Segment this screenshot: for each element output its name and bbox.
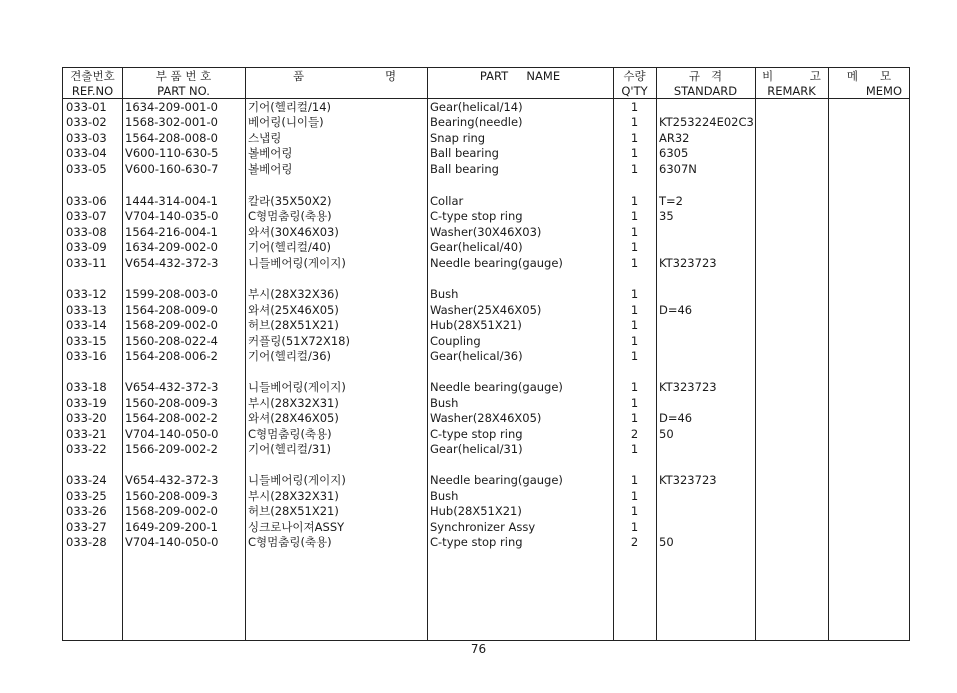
qty-cell: 1	[630, 303, 639, 317]
part-name-cell: Synchronizer Assy	[430, 520, 536, 534]
qty-cell: 1	[630, 411, 639, 425]
part-no-cell: V654-432-372-3	[125, 256, 219, 270]
ref-no-cell: 033-03	[66, 131, 107, 145]
table-row	[63, 318, 909, 333]
qty-cell: 1	[630, 473, 639, 487]
qty-cell: 1	[630, 240, 639, 254]
korean-name-cell: C형멈춤링(축용)	[248, 427, 332, 441]
part-name-cell: Gear(helical/40)	[430, 240, 523, 254]
part-no-cell: V600-110-630-5	[125, 146, 219, 160]
header-name-ko-2: 명	[385, 69, 397, 83]
part-name-cell: Washer(30X46X03)	[430, 225, 542, 239]
ref-no-cell: 033-07	[66, 209, 107, 223]
korean-name-cell: 기어(헬리컬/14)	[248, 100, 332, 114]
table-row	[63, 162, 909, 177]
qty-cell: 2	[630, 427, 639, 441]
qty-cell: 1	[630, 442, 639, 456]
part-name-cell: Washer(25X46X05)	[430, 303, 542, 317]
ref-no-cell: 033-14	[66, 318, 107, 332]
ref-no-cell: 033-28	[66, 535, 107, 549]
part-name-cell: Needle bearing(gauge)	[430, 473, 563, 487]
table-row	[63, 287, 909, 302]
korean-name-cell: C형멈춤링(축용)	[248, 209, 332, 223]
table-row	[63, 380, 909, 395]
korean-name-cell: 허브(28X51X21)	[248, 504, 339, 518]
part-name-cell: Ball bearing	[430, 162, 499, 176]
table-row	[63, 240, 909, 255]
part-no-cell: 1566-209-002-2	[125, 442, 218, 456]
part-name-cell: Bearing(needle)	[430, 115, 523, 129]
standard-cell: KT323723	[659, 380, 717, 394]
table-row	[63, 194, 909, 209]
korean-name-cell: 허브(28X51X21)	[248, 318, 339, 332]
part-name-cell: Collar	[430, 194, 464, 208]
korean-name-cell: 부시(28X32X36)	[248, 287, 339, 301]
korean-name-cell: 기어(헬리컬/36)	[248, 349, 332, 363]
part-no-cell: 1560-208-009-3	[125, 489, 218, 503]
korean-name-cell: 볼베어링	[248, 146, 293, 160]
table-row	[63, 303, 909, 318]
standard-cell: 6305	[659, 146, 689, 160]
part-name-cell: C-type stop ring	[430, 535, 523, 549]
standard-cell: D=46	[659, 303, 693, 317]
qty-cell: 1	[630, 520, 639, 534]
standard-cell: T=2	[659, 194, 683, 208]
part-no-cell: 1564-216-004-1	[125, 225, 218, 239]
part-name-cell: Hub(28X51X21)	[430, 318, 522, 332]
table-row	[63, 520, 909, 535]
part-name-cell: Gear(helical/36)	[430, 349, 523, 363]
korean-name-cell: 와셔(28X46X05)	[248, 411, 339, 425]
ref-no-cell: 033-08	[66, 225, 107, 239]
part-name-cell: Gear(helical/14)	[430, 100, 523, 114]
qty-cell: 1	[630, 380, 639, 394]
qty-cell: 1	[630, 256, 639, 270]
qty-cell: 1	[630, 504, 639, 518]
korean-name-cell: 싱크로나이져ASSY	[248, 520, 345, 534]
qty-cell: 2	[630, 535, 639, 549]
ref-no-cell: 033-09	[66, 240, 107, 254]
korean-name-cell: 베어링(니이들)	[248, 115, 324, 129]
part-no-cell: V704-140-035-0	[125, 209, 219, 223]
korean-name-cell: 부시(28X32X31)	[248, 396, 339, 410]
page-number: 76	[470, 642, 487, 656]
part-name-cell: Needle bearing(gauge)	[430, 380, 563, 394]
part-name-cell: Bush	[430, 287, 459, 301]
ref-no-cell: 033-15	[66, 334, 107, 348]
standard-cell: KT253224E02C3	[659, 115, 754, 129]
ref-no-cell: 033-26	[66, 504, 107, 518]
korean-name-cell: 니들베어링(게이지)	[248, 473, 346, 487]
part-no-cell: 1634-209-001-0	[125, 100, 218, 114]
part-no-cell: 1599-208-003-0	[125, 287, 218, 301]
header-memo-en: MEMO	[865, 84, 902, 98]
standard-cell: 35	[659, 209, 674, 223]
qty-cell: 1	[630, 287, 639, 301]
part-no-cell: 1649-209-200-1	[125, 520, 218, 534]
ref-no-cell: 033-24	[66, 473, 107, 487]
part-no-cell: 1568-209-002-0	[125, 504, 218, 518]
qty-cell: 1	[630, 115, 639, 129]
ref-no-cell: 033-25	[66, 489, 107, 503]
table-row	[63, 396, 909, 411]
header-std-en: STANDARD	[673, 84, 738, 98]
part-name-cell: Bush	[430, 396, 459, 410]
korean-name-cell: 스냅링	[248, 131, 282, 145]
table-row	[63, 535, 909, 550]
korean-name-cell: C형멈춤링(축용)	[248, 535, 332, 549]
ref-no-cell: 033-11	[66, 256, 107, 270]
parts-table	[62, 67, 910, 641]
part-no-cell: V704-140-050-0	[125, 535, 219, 549]
table-row	[63, 115, 909, 130]
header-ref-ko: 견출번호	[70, 69, 115, 83]
header-remark-en: REMARK	[767, 84, 816, 98]
table-row	[63, 411, 909, 426]
ref-no-cell: 033-18	[66, 380, 107, 394]
part-no-cell: V704-140-050-0	[125, 427, 219, 441]
ref-no-cell: 033-05	[66, 162, 107, 176]
part-no-cell: V654-432-372-3	[125, 473, 219, 487]
part-name-cell: Coupling	[430, 334, 481, 348]
part-name-cell: C-type stop ring	[430, 209, 523, 223]
ref-no-cell: 033-02	[66, 115, 107, 129]
table-row	[63, 100, 909, 115]
qty-cell: 1	[630, 318, 639, 332]
header-qty-ko: 수량	[623, 69, 646, 83]
korean-name-cell: 기어(헬리컬/31)	[248, 442, 332, 456]
part-no-cell: 1564-208-006-2	[125, 349, 218, 363]
korean-name-cell: 와셔(25X46X05)	[248, 303, 339, 317]
qty-cell: 1	[630, 146, 639, 160]
table-row	[63, 489, 909, 504]
standard-cell: 6307N	[659, 162, 697, 176]
part-no-cell: 1634-209-002-0	[125, 240, 218, 254]
part-name-cell: Hub(28X51X21)	[430, 504, 522, 518]
part-no-cell: V600-160-630-7	[125, 162, 219, 176]
header-ref-en: REF.NO	[71, 84, 114, 98]
table-row	[63, 131, 909, 146]
standard-cell: AR32	[659, 131, 690, 145]
standard-cell: 50	[659, 427, 674, 441]
qty-cell: 1	[630, 349, 639, 363]
table-row	[63, 349, 909, 364]
ref-no-cell: 033-13	[66, 303, 107, 317]
ref-no-cell: 033-27	[66, 520, 107, 534]
header-std-ko: 규 격	[688, 69, 723, 83]
part-no-cell: 1560-208-009-3	[125, 396, 218, 410]
ref-no-cell: 033-22	[66, 442, 107, 456]
standard-cell: KT323723	[659, 473, 717, 487]
part-name-cell: Snap ring	[430, 131, 486, 145]
table-row	[63, 225, 909, 240]
korean-name-cell: 커플링(51X72X18)	[248, 334, 350, 348]
table-row	[63, 334, 909, 349]
part-no-cell: 1564-208-002-2	[125, 411, 218, 425]
ref-no-cell: 033-19	[66, 396, 107, 410]
qty-cell: 1	[630, 162, 639, 176]
qty-cell: 1	[630, 489, 639, 503]
part-name-cell: Ball bearing	[430, 146, 499, 160]
part-no-cell: 1564-208-008-0	[125, 131, 218, 145]
table-row	[63, 256, 909, 271]
qty-cell: 1	[630, 396, 639, 410]
part-no-cell: 1560-208-022-4	[125, 334, 218, 348]
header-name-ko-1: 품	[293, 69, 305, 83]
qty-cell: 1	[630, 334, 639, 348]
korean-name-cell: 기어(헬리컬/40)	[248, 240, 332, 254]
qty-cell: 1	[630, 131, 639, 145]
qty-cell: 1	[630, 100, 639, 114]
table-row	[63, 146, 909, 161]
ref-no-cell: 033-06	[66, 194, 107, 208]
part-name-cell: Needle bearing(gauge)	[430, 256, 563, 270]
part-no-cell: V654-432-372-3	[125, 380, 219, 394]
korean-name-cell: 니들베어링(게이지)	[248, 380, 346, 394]
table-row	[63, 209, 909, 224]
standard-cell: KT323723	[659, 256, 717, 270]
table-row	[63, 442, 909, 457]
part-name-cell: C-type stop ring	[430, 427, 523, 441]
header-part-ko: 부 품 번 호	[155, 69, 212, 83]
korean-name-cell: 니들베어링(게이지)	[248, 256, 346, 270]
korean-name-cell: 와셔(30X46X03)	[248, 225, 339, 239]
ref-no-cell: 033-21	[66, 427, 107, 441]
ref-no-cell: 033-04	[66, 146, 107, 160]
qty-cell: 1	[630, 225, 639, 239]
qty-cell: 1	[630, 209, 639, 223]
standard-cell: D=46	[659, 411, 693, 425]
header-divider	[63, 98, 909, 99]
part-no-cell: 1568-209-002-0	[125, 318, 218, 332]
part-name-cell: Washer(28X46X05)	[430, 411, 542, 425]
ref-no-cell: 033-16	[66, 349, 107, 363]
part-no-cell: 1564-208-009-0	[125, 303, 218, 317]
ref-no-cell: 033-12	[66, 287, 107, 301]
header-remark-ko: 비 고	[762, 69, 821, 83]
header-memo-ko: 메 모	[846, 69, 892, 83]
korean-name-cell: 칼라(35X50X2)	[248, 194, 332, 208]
qty-cell: 1	[630, 194, 639, 208]
korean-name-cell: 볼베어링	[248, 162, 293, 176]
ref-no-cell: 033-01	[66, 100, 107, 114]
header-part-name: PART NAME	[479, 69, 561, 83]
standard-cell: 50	[659, 535, 674, 549]
part-no-cell: 1568-302-001-0	[125, 115, 218, 129]
table-row	[63, 427, 909, 442]
part-name-cell: Bush	[430, 489, 459, 503]
header-part-en: PART NO.	[157, 84, 210, 98]
part-no-cell: 1444-314-004-1	[125, 194, 218, 208]
part-name-cell: Gear(helical/31)	[430, 442, 523, 456]
header-qty-en: Q'TY	[621, 84, 648, 98]
ref-no-cell: 033-20	[66, 411, 107, 425]
korean-name-cell: 부시(28X32X31)	[248, 489, 339, 503]
table-row	[63, 504, 909, 519]
table-row	[63, 473, 909, 488]
